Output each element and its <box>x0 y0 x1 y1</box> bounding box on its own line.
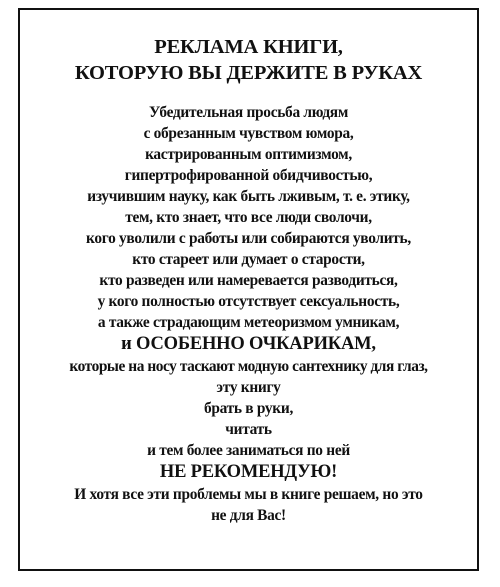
body-line-emphasis-2: НЕ РЕКОМЕНДУЮ! <box>159 462 338 482</box>
body-line-4: гипертрофированной обидчивостью, <box>124 167 373 184</box>
body-line-20: не для Вас! <box>211 507 286 524</box>
body-line-2: с обрезанным чувством юмора, <box>143 125 354 142</box>
ad-frame <box>18 8 479 571</box>
body-line-16: читать <box>225 421 272 438</box>
body-line-14: эту книгу <box>216 379 281 396</box>
ad-body <box>20 102 477 526</box>
body-line-5: изучившим науку, как быть лживым, т. е. этику, <box>87 188 410 205</box>
body-line-6: тем, кто знает, что все люди сволочи, <box>125 209 372 226</box>
body-line-11: а также страдающим метеоризмом умникам, <box>97 314 400 331</box>
body-line-17: и тем более заниматься по ней <box>147 442 350 459</box>
ad-title <box>20 34 477 86</box>
body-line-15: брать в руки, <box>204 400 293 417</box>
body-line-8: кто стареет или думает о старости, <box>132 251 365 268</box>
title-line-1: РЕКЛАМА КНИГИ, <box>154 36 343 58</box>
body-line-19: И хотя все эти проблемы мы в книге решаем, но это <box>74 486 423 503</box>
body-line-13: которые на носу таскают модную сантехнику для глаз, <box>69 358 428 375</box>
body-line-3: кастрированным оптимизмом, <box>145 146 352 163</box>
body-line-10: у кого полностью отсутствует сексуальность, <box>97 293 400 310</box>
title-line-2: КОТОРУЮ ВЫ ДЕРЖИТЕ В РУКАХ <box>74 62 423 84</box>
body-line-emphasis-1: и ОСОБЕННО ОЧКАРИКАМ, <box>121 334 376 354</box>
body-line-1: Убедительная просьба людям <box>148 104 349 121</box>
body-line-9: кто разведен или намеревается разводиться, <box>99 272 398 289</box>
body-line-7: кого уволили с работы или собираются уволить, <box>86 230 411 247</box>
